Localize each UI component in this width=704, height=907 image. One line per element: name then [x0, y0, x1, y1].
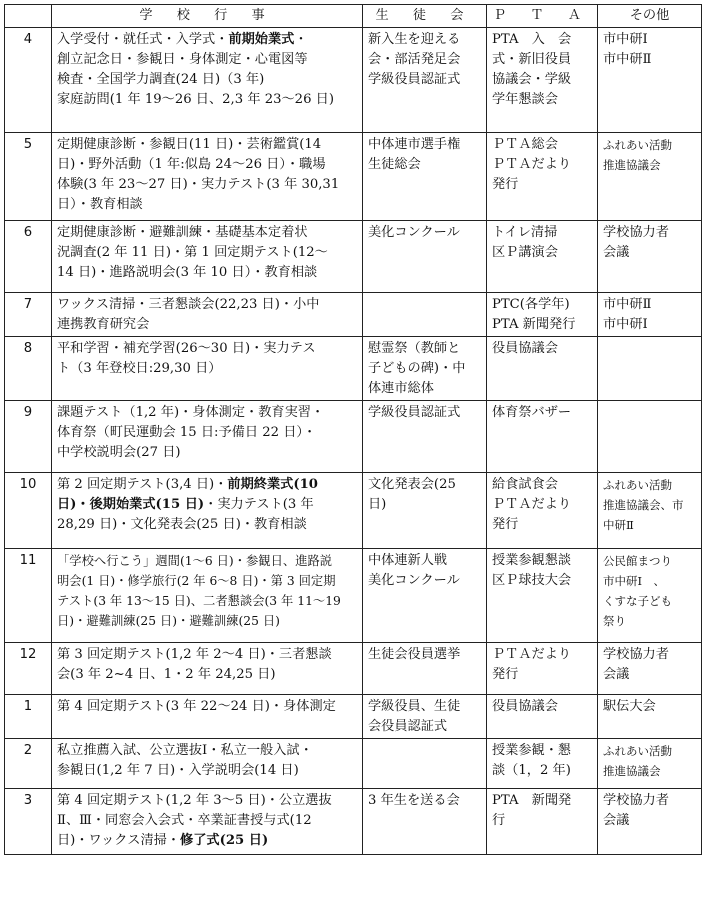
- cell-line: 会議: [603, 813, 630, 828]
- cell-line: ＰＴＡだより: [492, 497, 572, 512]
- event-line: [57, 263, 357, 283]
- event-line: [57, 697, 357, 717]
- student-council-cell: [363, 739, 487, 789]
- other-cell: [598, 133, 702, 221]
- other-cell: [598, 739, 702, 789]
- cell-line: 区Ｐ球技大会: [492, 573, 572, 588]
- cell-line: 会議: [603, 667, 630, 682]
- event-line: [57, 315, 357, 335]
- table-row: [5, 789, 702, 855]
- event-text: 「学校へ行こう」週間(1～6 日)・参観日、進路説: [57, 554, 333, 568]
- event-line: [57, 831, 357, 851]
- cell-line: 会・部活発足会: [368, 52, 461, 67]
- student-council-cell: [363, 473, 487, 549]
- other-cell: [598, 221, 702, 293]
- cell-line: 行: [492, 813, 506, 828]
- event-text: 創立記念日・参観日・身体測定・心電図等: [57, 52, 308, 67]
- other-cell: [598, 28, 702, 133]
- student-council-cell: [363, 221, 487, 293]
- cell-line: 役員協議会: [492, 341, 558, 356]
- pta-cell: [487, 643, 598, 695]
- cell-line: PTA 新聞発行: [492, 317, 576, 332]
- event-line: [57, 495, 357, 515]
- header-month: [5, 5, 52, 28]
- header-student-council: 生 徒 会: [363, 5, 487, 28]
- cell-line: 公民館まつり: [603, 554, 672, 568]
- other-cell: [598, 549, 702, 643]
- event-text: 第 2 回定期テスト(3,4 日)・: [57, 477, 228, 492]
- table-row: [5, 28, 702, 133]
- student-council-cell: [363, 28, 487, 133]
- event-text: 連携教育研究会: [57, 317, 150, 332]
- other-cell: [598, 789, 702, 855]
- pta-cell: [487, 789, 598, 855]
- cell-line: 式・新旧役員: [492, 52, 572, 67]
- cell-line: 区Ｐ講演会: [492, 245, 558, 260]
- event-line: [57, 90, 357, 110]
- cell-line: ＰＴＡ総会: [492, 137, 558, 152]
- cell-line: 学級役員、生徒: [368, 699, 461, 714]
- cell-line: 学年懇談会: [492, 92, 558, 107]
- header-other: その他: [598, 5, 702, 28]
- student-council-cell: [363, 789, 487, 855]
- cell-line: 体育祭バザー: [492, 405, 572, 420]
- school-events-cell: [52, 549, 363, 643]
- event-text: 体育祭（町民運動会 15 日:予備日 22 日）・: [57, 425, 317, 440]
- school-events-cell: [52, 739, 363, 789]
- cell-line: 市中研Ⅰ 、: [603, 574, 666, 588]
- cell-line: 学校協力者: [603, 647, 669, 662]
- cell-line: 文化発表会(25: [368, 477, 456, 492]
- month-cell: 11: [5, 549, 52, 643]
- event-text-bold: 修了式(25 日): [180, 833, 269, 848]
- month-cell: 2: [5, 739, 52, 789]
- cell-line: 慰霊祭（教師と: [368, 341, 461, 356]
- cell-line: 日): [368, 497, 387, 512]
- cell-line: 発行: [492, 517, 519, 532]
- cell-line: 発行: [492, 667, 519, 682]
- cell-line: 市中研Ⅱ: [603, 52, 652, 67]
- cell-line: 市中研Ⅱ: [603, 297, 652, 312]
- month-cell: 9: [5, 401, 52, 473]
- table-row: [5, 739, 702, 789]
- event-line: [57, 223, 357, 243]
- event-line: [57, 611, 357, 631]
- cell-line: 中研Ⅱ: [603, 518, 634, 532]
- event-line: [57, 551, 357, 571]
- pta-cell: [487, 739, 598, 789]
- cell-line: 推進協議会: [603, 158, 661, 172]
- school-events-cell: [52, 401, 363, 473]
- cell-line: 中体連新人戦: [368, 553, 448, 568]
- cell-line: ＰＴＡだより: [492, 157, 572, 172]
- event-text: Ⅱ、Ⅲ・同窓会入会式・卒業証書授与式(12: [57, 813, 312, 828]
- event-line: [57, 741, 357, 761]
- event-line: [57, 175, 357, 195]
- month-cell: 12: [5, 643, 52, 695]
- event-text: テスト(3 年 13～15 日)、二者懇談会(3 年 11～19: [57, 594, 341, 608]
- pta-cell: [487, 695, 598, 739]
- student-council-cell: [363, 401, 487, 473]
- cell-line: 学校協力者: [603, 225, 669, 240]
- pta-cell: [487, 337, 598, 401]
- student-council-cell: [363, 549, 487, 643]
- student-council-cell: [363, 643, 487, 695]
- event-text: 体験(3 年 23～27 日)・実力テスト(3 年 30,31: [57, 177, 340, 192]
- event-text: 中学校説明会(27 日): [57, 445, 181, 460]
- cell-line: ＰＴＡだより: [492, 647, 572, 662]
- event-text: ・: [294, 32, 308, 47]
- cell-line: 発行: [492, 177, 519, 192]
- event-line: [57, 195, 357, 215]
- cell-line: 美化コンクール: [368, 225, 460, 240]
- cell-line: 祭り: [603, 614, 626, 628]
- school-events-cell: [52, 133, 363, 221]
- event-line: [57, 135, 357, 155]
- cell-line: 生徒会役員選挙: [368, 647, 461, 662]
- pta-cell: [487, 549, 598, 643]
- cell-line: PTA 新聞発: [492, 793, 572, 808]
- event-text: 平和学習・補充学習(26～30 日)・実力テス: [57, 341, 316, 356]
- cell-line: 美化コンクール: [368, 573, 460, 588]
- event-line: [57, 30, 357, 50]
- pta-cell: [487, 293, 598, 337]
- event-text: 日）・教育相談: [57, 197, 143, 212]
- other-cell: [598, 473, 702, 549]
- table-row: [5, 221, 702, 293]
- event-line: [57, 70, 357, 90]
- cell-line: 学級役員認証式: [368, 405, 461, 420]
- cell-line: 給食試食会: [492, 477, 558, 492]
- month-cell: 8: [5, 337, 52, 401]
- month-cell: 10: [5, 473, 52, 549]
- cell-line: 中体連市選手権: [368, 137, 461, 152]
- event-text: 日)・避難訓練(25 日)・避難訓練(25 日): [57, 614, 280, 628]
- other-cell: [598, 695, 702, 739]
- event-text: 第 3 回定期テスト(1,2 年 2～4 日)・三者懇談: [57, 647, 332, 662]
- event-line: [57, 515, 357, 535]
- school-events-cell: [52, 293, 363, 337]
- cell-line: ふれあい活動: [603, 744, 672, 758]
- cell-line: 3 年生を送る会: [368, 793, 460, 808]
- pta-cell: [487, 221, 598, 293]
- event-line: [57, 761, 357, 781]
- table-row: [5, 293, 702, 337]
- event-line: [57, 243, 357, 263]
- table-row: [5, 643, 702, 695]
- student-council-cell: [363, 293, 487, 337]
- cell-line: 推進協議会、市: [603, 498, 684, 512]
- school-events-cell: [52, 221, 363, 293]
- month-cell: 6: [5, 221, 52, 293]
- event-text: 日)・ワックス清掃・: [57, 833, 181, 848]
- cell-line: ふれあい活動: [603, 138, 672, 152]
- event-text: 明会(1 日)・修学旅行(2 年 6～8 日)・第 3 回定期: [57, 574, 336, 588]
- cell-line: PTC(各学年): [492, 297, 570, 312]
- event-text: 況調査(2 年 11 日)・第 1 回定期テスト(12～: [57, 245, 328, 260]
- event-line: [57, 155, 357, 175]
- school-events-cell: [52, 28, 363, 133]
- cell-line: 協議会・学級: [492, 72, 572, 87]
- other-cell: [598, 643, 702, 695]
- event-text: 定期健康診断・避難訓練・基礎基本定着状: [57, 225, 308, 240]
- table-body: [5, 28, 702, 855]
- pta-cell: [487, 133, 598, 221]
- cell-line: 授業参観・懇: [492, 743, 572, 758]
- cell-line: ふれあい活動: [603, 478, 672, 492]
- event-text: 検査・全国学力調査(24 日)（3 年): [57, 72, 265, 87]
- event-line: [57, 811, 357, 831]
- cell-line: くすな子ども: [603, 594, 672, 608]
- event-text: 14 日)・進路説明会(3 年 10 日）・教育相談: [57, 265, 318, 280]
- student-council-cell: [363, 133, 487, 221]
- cell-line: 新入生を迎える: [368, 32, 461, 47]
- header-pta: Ｐ Ｔ Ａ: [487, 5, 598, 28]
- school-events-table: [4, 4, 702, 855]
- event-line: [57, 791, 357, 811]
- event-line: [57, 645, 357, 665]
- school-events-cell: [52, 473, 363, 549]
- event-text: 28,29 日)・文化発表会(25 日)・教育相談: [57, 517, 307, 532]
- cell-line: 生徒総会: [368, 157, 421, 172]
- pta-cell: [487, 473, 598, 549]
- event-line: [57, 423, 357, 443]
- event-line: [57, 339, 357, 359]
- table-row: [5, 401, 702, 473]
- cell-line: 会議: [603, 245, 630, 260]
- event-line: [57, 50, 357, 70]
- event-text: 第 4 回定期テスト(1,2 年 3～5 日)・公立選抜: [57, 793, 332, 808]
- table-row: [5, 473, 702, 549]
- event-text-bold: 前期終業式(10: [227, 477, 318, 492]
- cell-line: 体連市総体: [368, 381, 434, 396]
- event-text: 入学受付・就任式・入学式・: [57, 32, 229, 47]
- month-cell: 4: [5, 28, 52, 133]
- cell-line: 会役員認証式: [368, 719, 448, 734]
- event-text-bold: 日)・後期始業式(15 日): [57, 497, 205, 512]
- event-line: [57, 295, 357, 315]
- event-text: ワックス清掃・三者懇談会(22,23 日)・小中: [57, 297, 320, 312]
- event-text: 家庭訪問(1 年 19～26 日、2,3 年 23～26 日): [57, 92, 334, 107]
- other-cell: [598, 401, 702, 473]
- month-cell: 3: [5, 789, 52, 855]
- cell-line: 子どもの碑)・中: [368, 361, 466, 376]
- month-cell: 5: [5, 133, 52, 221]
- header-row: [5, 5, 702, 28]
- month-cell: 7: [5, 293, 52, 337]
- cell-line: 市中研Ⅰ: [603, 32, 648, 47]
- event-text: 参観日(1,2 年 7 日)・入学説明会(14 日): [57, 763, 299, 778]
- cell-line: 市中研Ⅰ: [603, 317, 648, 332]
- event-text: ト（3 年登校日:29,30 日）: [57, 361, 222, 376]
- event-text: 日)・野外活動（1 年:似島 24～26 日）・職場: [57, 157, 326, 172]
- school-events-cell: [52, 695, 363, 739]
- school-events-cell: [52, 643, 363, 695]
- student-council-cell: [363, 695, 487, 739]
- event-line: [57, 403, 357, 423]
- event-text-bold: 前期始業式: [228, 32, 295, 47]
- event-text: ・実力テスト(3 年: [204, 497, 314, 512]
- event-text: 第 4 回定期テスト(3 年 22～24 日)・身体測定: [57, 699, 336, 714]
- table-row: [5, 133, 702, 221]
- other-cell: [598, 337, 702, 401]
- school-events-cell: [52, 789, 363, 855]
- cell-line: PTA 入 会: [492, 32, 572, 47]
- event-text: 会(3 年 2~4 日、1・2 年 24,25 日): [57, 667, 276, 682]
- event-line: [57, 359, 357, 379]
- cell-line: 駅伝大会: [603, 699, 656, 714]
- event-text: 定期健康診断・参観日(11 日)・芸術鑑賞(14: [57, 137, 322, 152]
- event-line: [57, 665, 357, 685]
- event-line: [57, 475, 357, 495]
- event-line: [57, 591, 357, 611]
- cell-line: トイレ清掃: [492, 225, 558, 240]
- event-line: [57, 443, 357, 463]
- table-row: [5, 549, 702, 643]
- student-council-cell: [363, 337, 487, 401]
- event-text: 私立推薦入試、公立選抜Ⅰ・私立一般入試・: [57, 743, 313, 758]
- pta-cell: [487, 28, 598, 133]
- table-row: [5, 695, 702, 739]
- cell-line: 談（1，2 年): [492, 763, 571, 778]
- event-text: 課題テスト（1,2 年)・身体測定・教育実習・: [57, 405, 325, 420]
- pta-cell: [487, 401, 598, 473]
- cell-line: 学級役員認証式: [368, 72, 461, 87]
- event-line: [57, 571, 357, 591]
- month-cell: 1: [5, 695, 52, 739]
- other-cell: [598, 293, 702, 337]
- cell-line: 学校協力者: [603, 793, 669, 808]
- school-events-cell: [52, 337, 363, 401]
- cell-line: 推進協議会: [603, 764, 661, 778]
- table-row: [5, 337, 702, 401]
- cell-line: 授業参観懇談: [492, 553, 572, 568]
- cell-line: 役員協議会: [492, 699, 558, 714]
- header-school-events: 学 校 行 事: [52, 5, 363, 28]
